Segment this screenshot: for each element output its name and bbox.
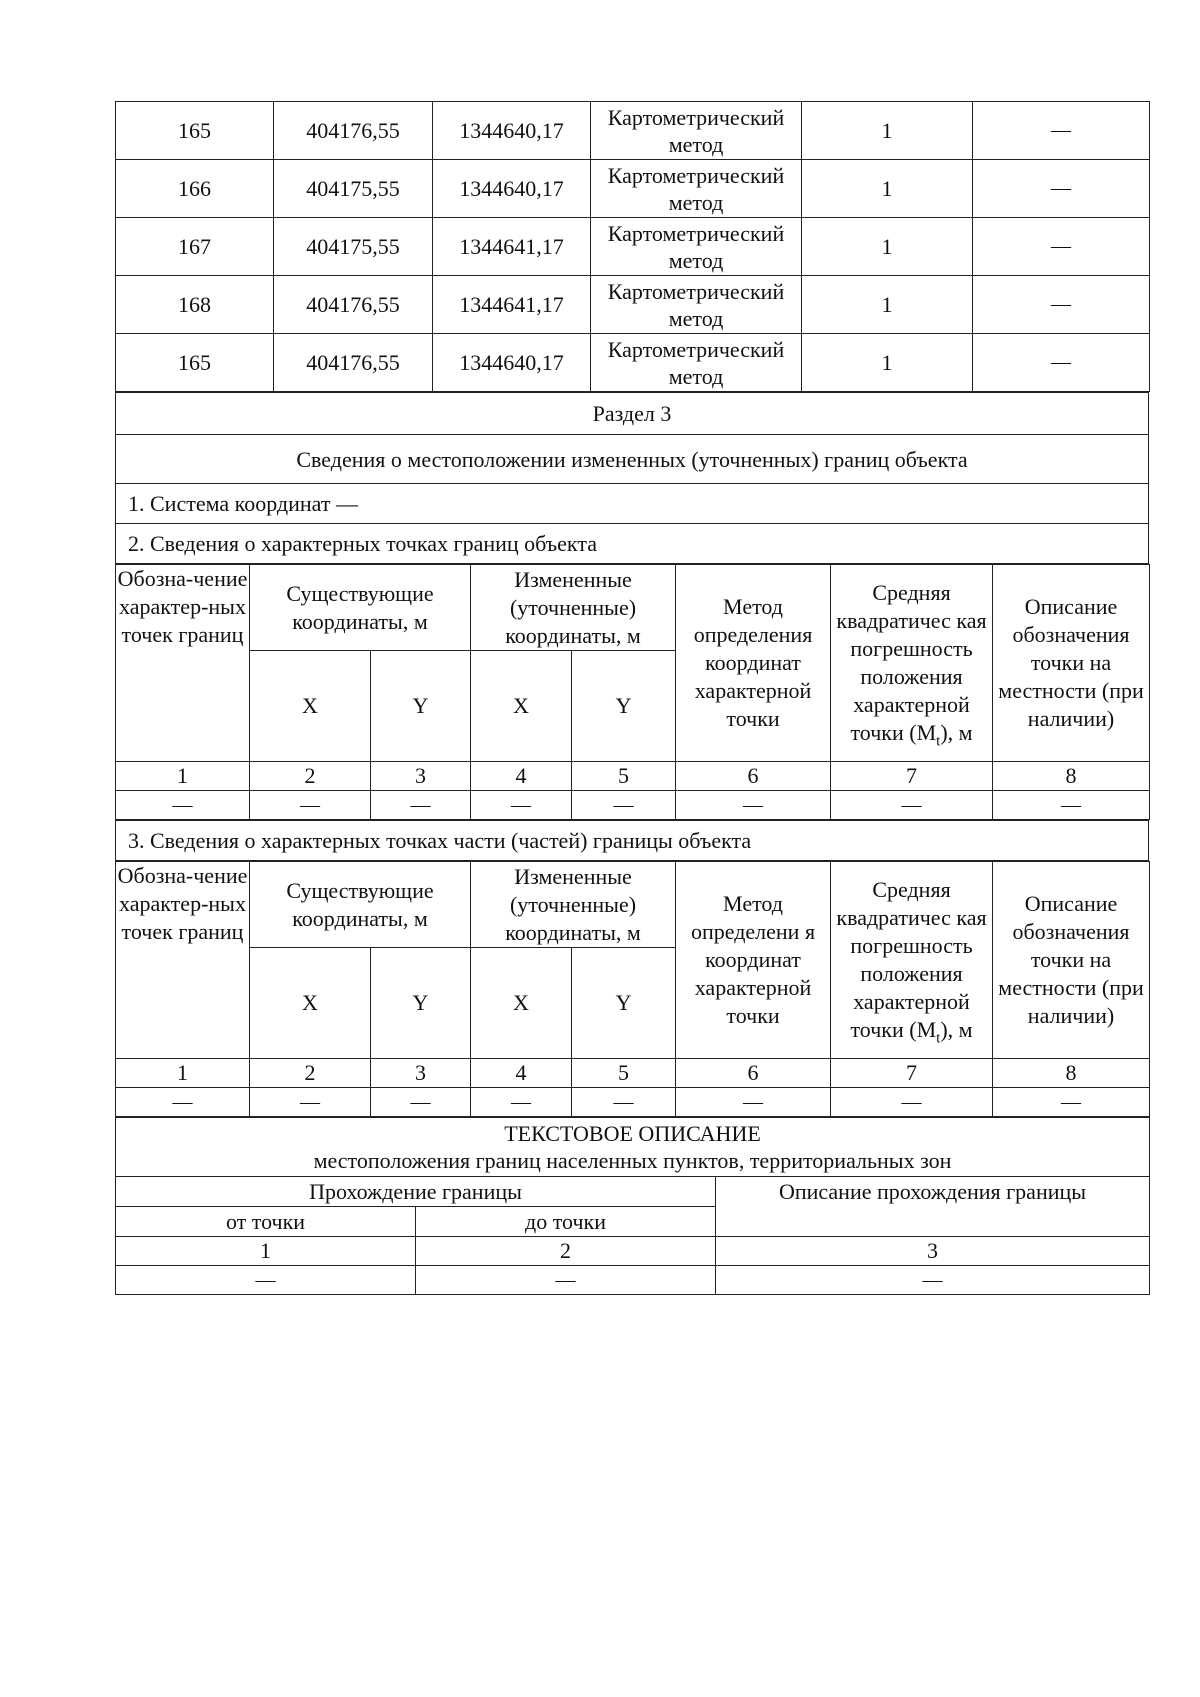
header-y-existing: Y [371, 651, 471, 762]
col-num: 8 [993, 762, 1150, 791]
point-x-cell: 404175,55 [274, 160, 433, 218]
accuracy-tail: ), м [940, 1017, 973, 1042]
dash-cell: — [831, 791, 993, 820]
point-x-cell: 404176,55 [274, 334, 433, 392]
td-subtitle: местоположения границ населенных пунктов, территориальных зон [313, 1148, 952, 1173]
accuracy-text: Средняя квадратичес кая погрешность положения характерной точки (M [836, 877, 987, 1042]
accuracy-tail: ), м [940, 720, 973, 745]
point-description-cell: — [973, 102, 1150, 160]
text-description-title [116, 1118, 1150, 1177]
passage-header: Прохождение границы [116, 1177, 716, 1207]
point-y-cell: 1344640,17 [433, 334, 591, 392]
col-num: 2 [250, 1059, 371, 1088]
col-num: 3 [716, 1237, 1150, 1266]
col-num: 4 [471, 762, 572, 791]
point-method-cell: Картометрический метод [591, 102, 802, 160]
point-y-cell: 1344640,17 [433, 160, 591, 218]
point-method-cell: Картометрический метод [591, 160, 802, 218]
dash-cell: — [250, 791, 371, 820]
col-num: 1 [116, 762, 250, 791]
header-existing: Существующие координаты, м [250, 862, 471, 948]
col-num: 2 [250, 762, 371, 791]
col-num: 7 [831, 1059, 993, 1088]
column-numbers-row [116, 762, 1150, 791]
td-title: ТЕКСТОВОЕ ОПИСАНИЕ [504, 1121, 761, 1146]
point-y-cell: 1344641,17 [433, 218, 591, 276]
header-existing: Существующие координаты, м [250, 565, 471, 651]
section-subtitle: Сведения о местоположении измененных (уточненных) границ объекта [116, 435, 1149, 484]
header-designation: Обозна-чение характер-ных точек границ [116, 565, 250, 762]
header-y-changed: Y [572, 948, 676, 1059]
text-description-table [115, 1117, 1150, 1295]
header-accuracy [831, 862, 993, 1059]
point-row [116, 276, 1150, 334]
dash-cell: — [250, 1088, 371, 1117]
point-row [116, 218, 1150, 276]
col-num: 8 [993, 1059, 1150, 1088]
dash-cell: — [116, 791, 250, 820]
point-description-cell: — [973, 276, 1150, 334]
header-accuracy [831, 565, 993, 762]
dash-cell: — [676, 1088, 831, 1117]
header-x-existing: X [250, 948, 371, 1059]
point-method-cell: Картометрический метод [591, 276, 802, 334]
point-id-cell: 167 [116, 218, 274, 276]
col-num: 6 [676, 1059, 831, 1088]
column-numbers-row [116, 1059, 1150, 1088]
column-numbers-row [116, 1237, 1150, 1266]
dash-cell: — [116, 1088, 250, 1117]
col-num: 1 [116, 1059, 250, 1088]
point-accuracy-cell: 1 [802, 276, 973, 334]
point-method-cell: Картометрический метод [591, 334, 802, 392]
empty-data-row [116, 1088, 1150, 1117]
dash-cell: — [676, 791, 831, 820]
point-id-cell: 165 [116, 102, 274, 160]
parts-heading: 3. Сведения о характерных точках части (частей) границы объекта [116, 821, 1149, 861]
point-id-cell: 166 [116, 160, 274, 218]
empty-data-row [116, 791, 1150, 820]
header-changed: Измененные (уточненные) координаты, м [471, 565, 676, 651]
header-method: Метод определени я координат характерной точки [676, 862, 831, 1059]
dash-cell: — [416, 1266, 716, 1295]
point-x-cell: 404175,55 [274, 218, 433, 276]
col-num: 6 [676, 762, 831, 791]
point-row [116, 334, 1150, 392]
empty-data-row [116, 1266, 1150, 1295]
point-y-cell: 1344640,17 [433, 102, 591, 160]
header-designation: Обозна-чение характер-ных точек границ [116, 862, 250, 1059]
point-id-cell: 165 [116, 334, 274, 392]
dash-cell: — [116, 1266, 416, 1295]
header-method: Метод определения координат характерной точки [676, 565, 831, 762]
col-num: 1 [116, 1237, 416, 1266]
col-num: 4 [471, 1059, 572, 1088]
dash-cell: — [831, 1088, 993, 1117]
point-description-cell: — [973, 334, 1150, 392]
dash-cell: — [716, 1266, 1150, 1295]
point-row [116, 102, 1150, 160]
section-title: Раздел 3 [116, 393, 1149, 435]
dash-cell: — [371, 791, 471, 820]
point-accuracy-cell: 1 [802, 218, 973, 276]
boundary-points-table [115, 564, 1150, 820]
col-num: 5 [572, 762, 676, 791]
description-header: Описание прохождения границы [716, 1177, 1150, 1237]
from-point-header: от точки [116, 1207, 416, 1237]
point-accuracy-cell: 1 [802, 102, 973, 160]
col-num: 3 [371, 1059, 471, 1088]
accuracy-sub: t [936, 733, 941, 750]
dash-cell: — [572, 791, 676, 820]
dash-cell: — [371, 1088, 471, 1117]
col-num: 5 [572, 1059, 676, 1088]
point-x-cell: 404176,55 [274, 276, 433, 334]
point-method-cell: Картометрический метод [591, 218, 802, 276]
header-changed: Измененные (уточненные) координаты, м [471, 862, 676, 948]
header-x-changed: X [471, 651, 572, 762]
col-num: 7 [831, 762, 993, 791]
dash-cell: — [572, 1088, 676, 1117]
part-points-table [115, 861, 1150, 1117]
point-row [116, 160, 1150, 218]
header-description: Описание обозначения точки на местности (при наличии) [993, 565, 1150, 762]
accuracy-text: Средняя квадратичес кая погрешность положения характерной точки (M [836, 580, 987, 745]
dash-cell: — [471, 791, 572, 820]
dash-cell: — [993, 791, 1150, 820]
point-description-cell: — [973, 218, 1150, 276]
header-x-changed: X [471, 948, 572, 1059]
document-page [115, 101, 1149, 1295]
points-table [115, 101, 1150, 392]
header-description: Описание обозначения точки на местности (при наличии) [993, 862, 1150, 1059]
coord-system-line: 1. Система координат — [116, 484, 1149, 524]
point-id-cell: 168 [116, 276, 274, 334]
point-description-cell: — [973, 160, 1150, 218]
accuracy-sub: t [936, 1030, 941, 1047]
point-y-cell: 1344641,17 [433, 276, 591, 334]
col-num: 3 [371, 762, 471, 791]
point-accuracy-cell: 1 [802, 160, 973, 218]
col-num: 2 [416, 1237, 716, 1266]
section3-table [115, 392, 1149, 564]
header-y-changed: Y [572, 651, 676, 762]
to-point-header: до точки [416, 1207, 716, 1237]
point-accuracy-cell: 1 [802, 334, 973, 392]
point-x-cell: 404176,55 [274, 102, 433, 160]
header-x-existing: X [250, 651, 371, 762]
points-heading: 2. Сведения о характерных точках границ объекта [116, 524, 1149, 564]
parts-heading-table [115, 820, 1149, 861]
dash-cell: — [471, 1088, 572, 1117]
dash-cell: — [993, 1088, 1150, 1117]
header-y-existing: Y [371, 948, 471, 1059]
